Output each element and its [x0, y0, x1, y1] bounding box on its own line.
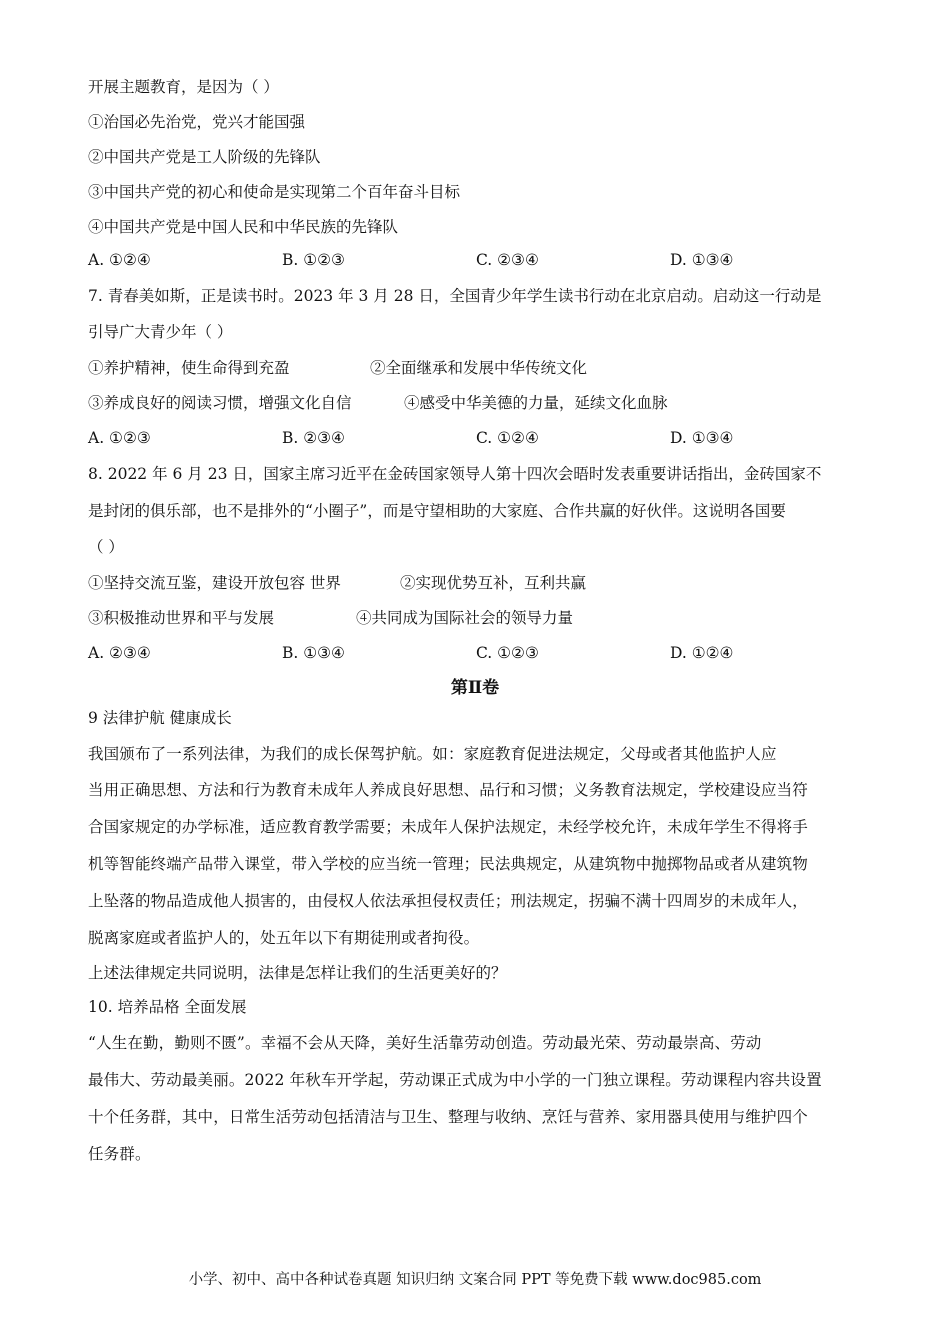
q8-option-c: C. ①②③ [476, 644, 539, 662]
q10-para-line-2: 最伟大、劳动最美丽。2022 年秋车开学起，劳动课正式成为中小学的一门独立课程。劳动课程内容共设置 [88, 1071, 822, 1089]
q8-item-3: ③积极推动世界和平与发展 [88, 609, 275, 627]
q6-item-2: ②中国共产党是工人阶级的先锋队 [88, 148, 321, 166]
q8-stem-line-1: 8. 2022 年 6 月 23 日，国家主席习近平在金砖国家领导人第十四次会晤时发表重要讲话指出，金砖国家不 [88, 465, 822, 483]
q7-option-c: C. ①②④ [476, 429, 539, 447]
q9-para-line-2: 当用正确思想、方法和行为教育未成年人养成良好思想、品行和习惯；义务教育法规定，学校建设应当符 [88, 781, 808, 799]
q6-item-3: ③中国共产党的初心和使命是实现第二个百年奋斗目标 [88, 183, 461, 201]
q10-para-line-3: 十个任务群，其中，日常生活劳动包括清洁与卫生、整理与收纳、烹饪与营养、家用器具使用与维护四个 [88, 1108, 808, 1126]
q7-option-d: D. ①③④ [670, 429, 734, 447]
q9-para-line-5: 上坠落的物品造成他人损害的，由侵权人依法承担侵权责任；刑法规定，拐骗不满十四周岁的未成年人， [88, 892, 808, 910]
q7-option-a: A. ①②③ [88, 429, 151, 447]
q7-stem-line-2: 引导广大青少年（ ） [88, 323, 233, 341]
q6-option-a: A. ①②④ [88, 251, 151, 269]
q6-stem: 开展主题教育，是因为（ ） [88, 78, 279, 96]
q8-item-4: ④共同成为国际社会的领导力量 [356, 609, 574, 627]
q10-heading: 10. 培养品格 全面发展 [88, 998, 247, 1016]
q6-option-d: D. ①③④ [670, 251, 734, 269]
q8-option-d: D. ①②④ [670, 644, 734, 662]
q7-stem-line-1: 7. 青春美如斯，正是读书时。2023 年 3 月 28 日，全国青少年学生读书行动在北京启动。启动这一行动是 [88, 287, 822, 305]
q6-item-1: ①治国必先治党，党兴才能国强 [88, 113, 306, 131]
q7-option-b: B. ②③④ [282, 429, 345, 447]
q9-para-line-4: 机等智能终端产品带入课堂，带入学校的应当统一管理；民法典规定，从建筑物中抛掷物品或者从建筑物 [88, 855, 808, 873]
q9-para-line-3: 合国家规定的办学标准，适应教育教学需要；未成年人保护法规定，未经学校允许，未成年学生不得将手 [88, 818, 808, 836]
q7-item-1: ①养护精神，使生命得到充盈 [88, 359, 290, 377]
q8-item-2: ②实现优势互补，互利共赢 [400, 574, 587, 592]
q8-stem-line-2: 是封闭的俱乐部，也不是排外的“小圈子”，而是守望相助的大家庭、合作共赢的好伙伴。这说明各国要 [88, 502, 786, 520]
q7-item-4: ④感受中华美德的力量，延续文化血脉 [404, 394, 668, 412]
q9-question: 上述法律规定共同说明，法律是怎样让我们的生活更美好的？ [88, 964, 507, 982]
q7-item-3: ③养成良好的阅读习惯，增强文化自信 [88, 394, 352, 412]
q9-heading: 9 法律护航 健康成长 [88, 709, 232, 727]
q8-option-a: A. ②③④ [88, 644, 151, 662]
q6-item-4: ④中国共产党是中国人民和中华民族的先锋队 [88, 218, 399, 236]
q6-option-b: B. ①②③ [282, 251, 345, 269]
q6-option-c: C. ②③④ [476, 251, 539, 269]
q8-item-1: ①坚持交流互鉴，建设开放包容 世界 [88, 574, 341, 592]
page-footer: 小学、初中、高中各种试卷真题 知识归纳 文案合同 PPT 等免费下载 www.doc985.com [188, 1272, 762, 1288]
section-title: 第Ⅱ卷 [450, 678, 500, 698]
q8-option-b: B. ①③④ [282, 644, 345, 662]
q7-item-2: ②全面继承和发展中华传统文化 [370, 359, 588, 377]
q10-para-line-4: 任务群。 [88, 1145, 151, 1163]
q8-stem-line-3: （ ） [88, 538, 124, 556]
q9-para-line-6: 脱离家庭或者监护人的，处五年以下有期徒刑或者拘役。 [88, 929, 480, 947]
q10-para-line-1: “人生在勤，勤则不匮”。幸福不会从天降，美好生活靠劳动创造。劳动最光荣、劳动最崇高、劳动 [88, 1034, 762, 1052]
q9-para-line-1: 我国颁布了一系列法律，为我们的成长保驾护航。如：家庭教育促进法规定，父母或者其他监护人应 [88, 745, 777, 763]
